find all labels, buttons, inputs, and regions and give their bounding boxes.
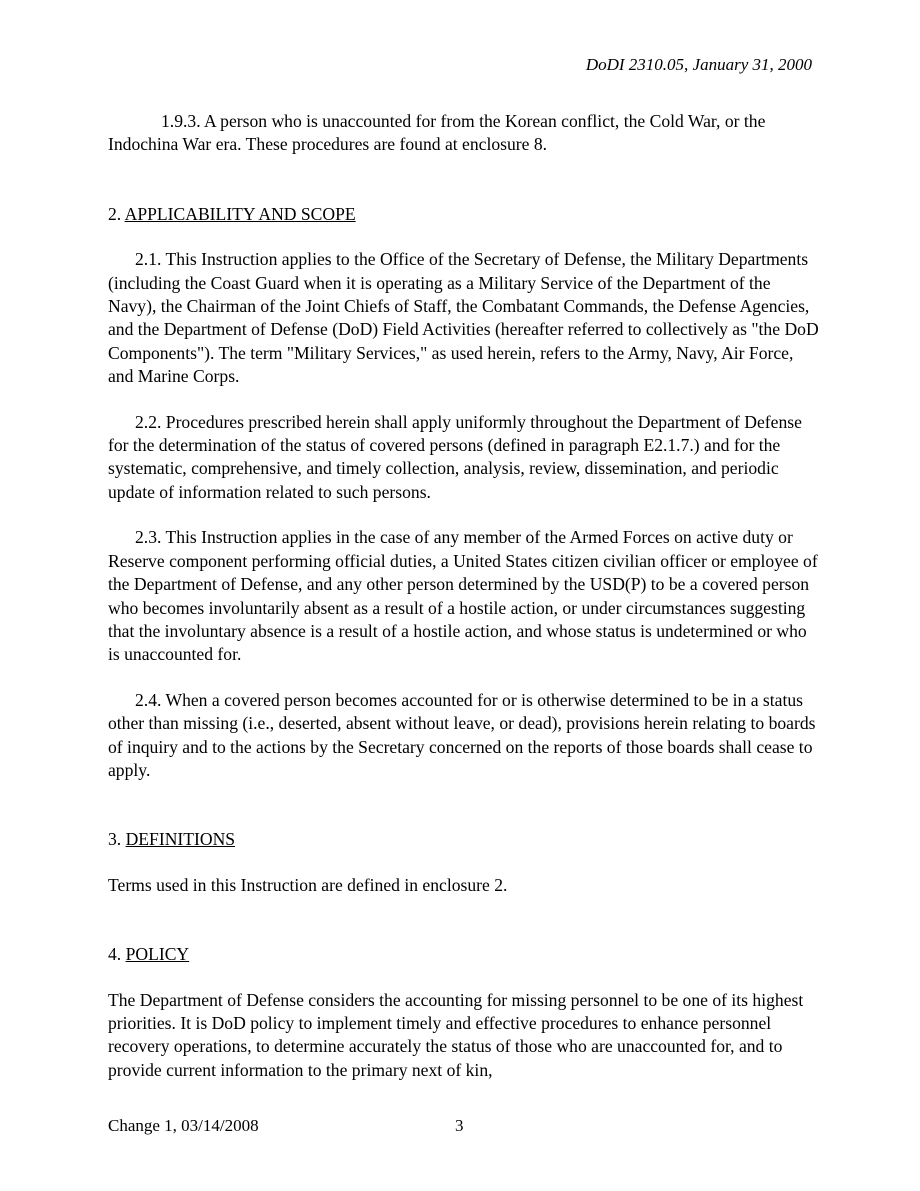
paragraph-3: Terms used in this Instruction are defined in enclosure 2. (108, 874, 508, 895)
paragraph-2-4: 2.4. When a covered person becomes accounted for or is otherwise determined to be in a status other than missing (i.e., deserted, absent without leave, or dead), provisions herein relating to boards of inquiry and to the actions by the Secretary concerned on the reports of those boards shall cease to apply. (108, 689, 816, 780)
page-number: 3 (455, 1116, 464, 1135)
section-number: 3. (108, 829, 126, 850)
document-body (108, 110, 820, 1082)
section-number: 2. (108, 203, 125, 224)
section-title: DEFINITIONS (125, 829, 236, 850)
section-heading-definitions (108, 828, 820, 851)
paragraph-2-2: 2.2. Procedures prescribed herein shall apply uniformly throughout the Department of Defense for the determination of the status of covered persons (defined in paragraph E2.1.7.) and for the systematic, comprehensive, and timely collection, analysis, review, dissemination, and periodic update of information related to such persons. (108, 411, 802, 502)
footer-change-note: Change 1, 03/14/2008 (108, 1116, 259, 1135)
paragraph-1-9-3: 1.9.3. A person who is unaccounted for from the Korean conflict, the Cold War, or the Indochina War era. These procedures are found at enclosure 8. (108, 111, 766, 155)
paragraph-2-3: 2.3. This Instruction applies in the case of any member of the Armed Forces on active duty or Reserve component performing official duties, a United States citizen civilian officer or employee of the Department of Defense, and any other person determined by the USD(P) to be a covered person who becomes involuntarily absent as a result of a hostile action, or under circumstances suggesting that the involuntary absence is a result of a hostile action, and whose status is undetermined or who is unaccounted for. (108, 527, 818, 665)
section-heading-applicability (108, 203, 820, 226)
section-number: 4. (108, 944, 126, 965)
paragraph-4: The Department of Defense considers the accounting for missing personnel to be one of its highest priorities. It is DoD policy to implement timely and effective procedures to enhance personnel recovery operations, to determine accurately the status of those who are unaccounted for, and to provide current information to the primary next of kin, (108, 989, 804, 1080)
document-header: DoDI 2310.05, January 31, 2000 (585, 55, 812, 74)
paragraph-2-1: 2.1. This Instruction applies to the Office of the Secretary of Defense, the Military Departments (including the Coast Guard when it is operating as a Military Service of the Department of the Navy), the Chairman of the Joint Chiefs of Staff, the Combatant Commands, the Defense Agencies, and the Department of Defense (DoD) Field Activities (hereafter referred to collectively as "the DoD Components"). The term "Military Services," as used herein, refers to the Army, Navy, Air Force, and Marine Corps. (108, 249, 819, 387)
section-title: POLICY (125, 944, 190, 965)
section-heading-policy (108, 943, 820, 966)
section-title: APPLICABILITY AND SCOPE (124, 203, 356, 224)
